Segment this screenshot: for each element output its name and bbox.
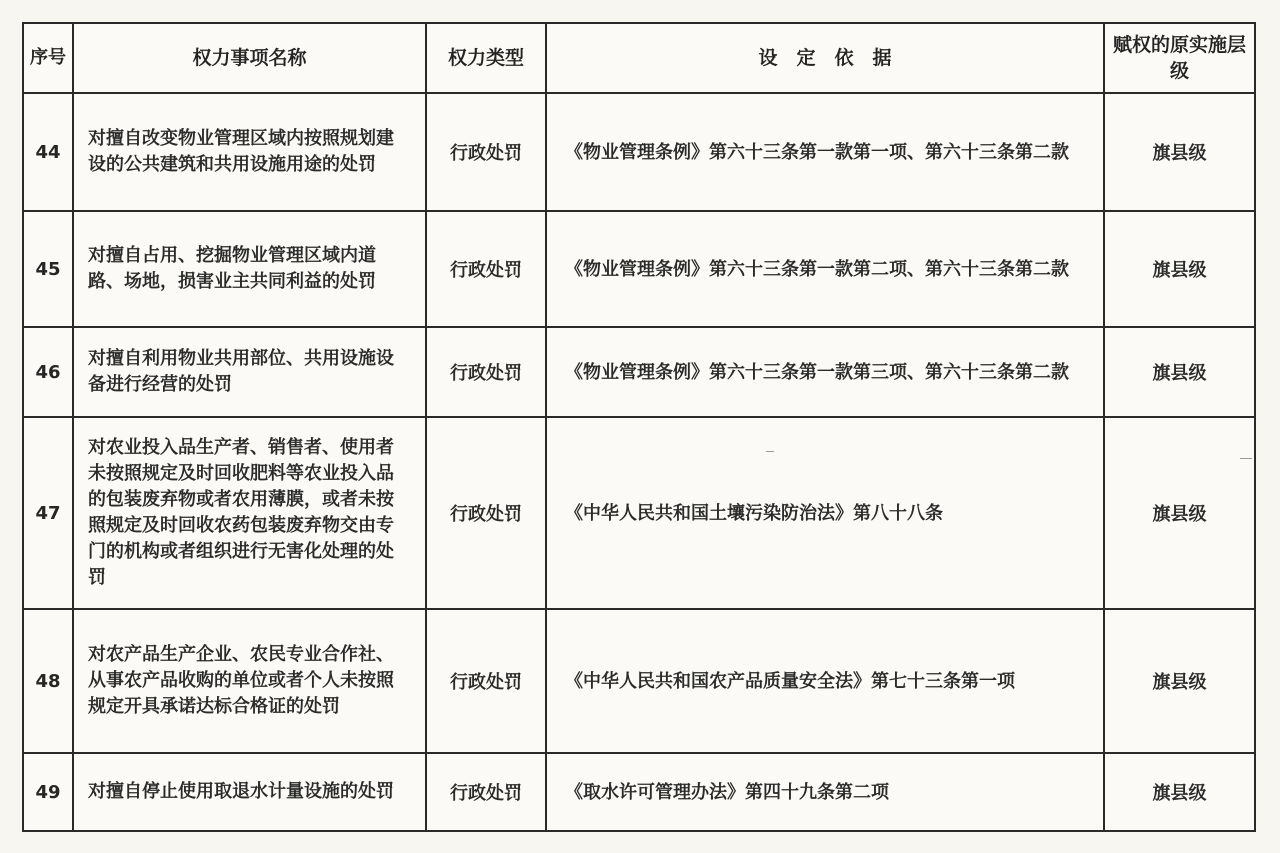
- row-num: 46: [23, 327, 73, 417]
- row-legal-basis: 《中华人民共和国土壤污染防治法》第八十八条: [546, 417, 1104, 609]
- row-power-type: 行政处罚: [426, 609, 546, 753]
- header-basis: 设 定 依 据: [546, 23, 1104, 93]
- scan-speck: [1240, 458, 1252, 459]
- table-row: [23, 93, 1255, 211]
- row-num: 47: [23, 417, 73, 609]
- row-power-type: 行政处罚: [426, 327, 546, 417]
- table-row: [23, 327, 1255, 417]
- row-num: 49: [23, 753, 73, 831]
- row-num: 45: [23, 211, 73, 327]
- row-legal-basis: 《物业管理条例》第六十三条第一款第二项、第六十三条第二款: [546, 211, 1104, 327]
- row-legal-basis: 《物业管理条例》第六十三条第一款第一项、第六十三条第二款: [546, 93, 1104, 211]
- table-row: [23, 609, 1255, 753]
- row-level: 旗县级: [1104, 753, 1255, 831]
- row-item-name: 对擅自改变物业管理区域内按照规划建设的公共建筑和共用设施用途的处罚: [73, 93, 426, 211]
- table-row: [23, 753, 1255, 831]
- row-power-type: 行政处罚: [426, 93, 546, 211]
- row-item-name: 对擅自占用、挖掘物业管理区域内道路、场地，损害业主共同利益的处罚: [73, 211, 426, 327]
- row-power-type: 行政处罚: [426, 211, 546, 327]
- table-header-row: [23, 23, 1255, 93]
- header-name: 权力事项名称: [73, 23, 426, 93]
- row-level: 旗县级: [1104, 211, 1255, 327]
- row-level: 旗县级: [1104, 417, 1255, 609]
- row-legal-basis: 《物业管理条例》第六十三条第一款第三项、第六十三条第二款: [546, 327, 1104, 417]
- row-power-type: 行政处罚: [426, 753, 546, 831]
- row-item-name: 对擅自利用物业共用部位、共用设施设备进行经营的处罚: [73, 327, 426, 417]
- row-num: 44: [23, 93, 73, 211]
- row-item-name: 对农业投入品生产者、销售者、使用者未按照规定及时回收肥料等农业投入品的包装废弃物或者农用薄膜，或者未按照规定及时回收农药包装废弃物交由专门的机构或者组织进行无害化处理的处罚: [73, 417, 426, 609]
- row-legal-basis: 《取水许可管理办法》第四十九条第二项: [546, 753, 1104, 831]
- table-row: [23, 417, 1255, 609]
- header-num: 序号: [23, 23, 73, 93]
- row-item-name: 对农产品生产企业、农民专业合作社、从事农产品收购的单位或者个人未按照规定开具承诺达标合格证的处罚: [73, 609, 426, 753]
- row-level: 旗县级: [1104, 327, 1255, 417]
- row-level: 旗县级: [1104, 93, 1255, 211]
- row-power-type: 行政处罚: [426, 417, 546, 609]
- row-level: 旗县级: [1104, 609, 1255, 753]
- row-legal-basis: 《中华人民共和国农产品质量安全法》第七十三条第一项: [546, 609, 1104, 753]
- table-row: [23, 211, 1255, 327]
- power-items-table: [22, 22, 1256, 832]
- row-num: 48: [23, 609, 73, 753]
- header-type: 权力类型: [426, 23, 546, 93]
- row-item-name: 对擅自停止使用取退水计量设施的处罚: [73, 753, 426, 831]
- header-level: 赋权的原实施层级: [1104, 23, 1255, 93]
- scan-speck: [766, 451, 774, 452]
